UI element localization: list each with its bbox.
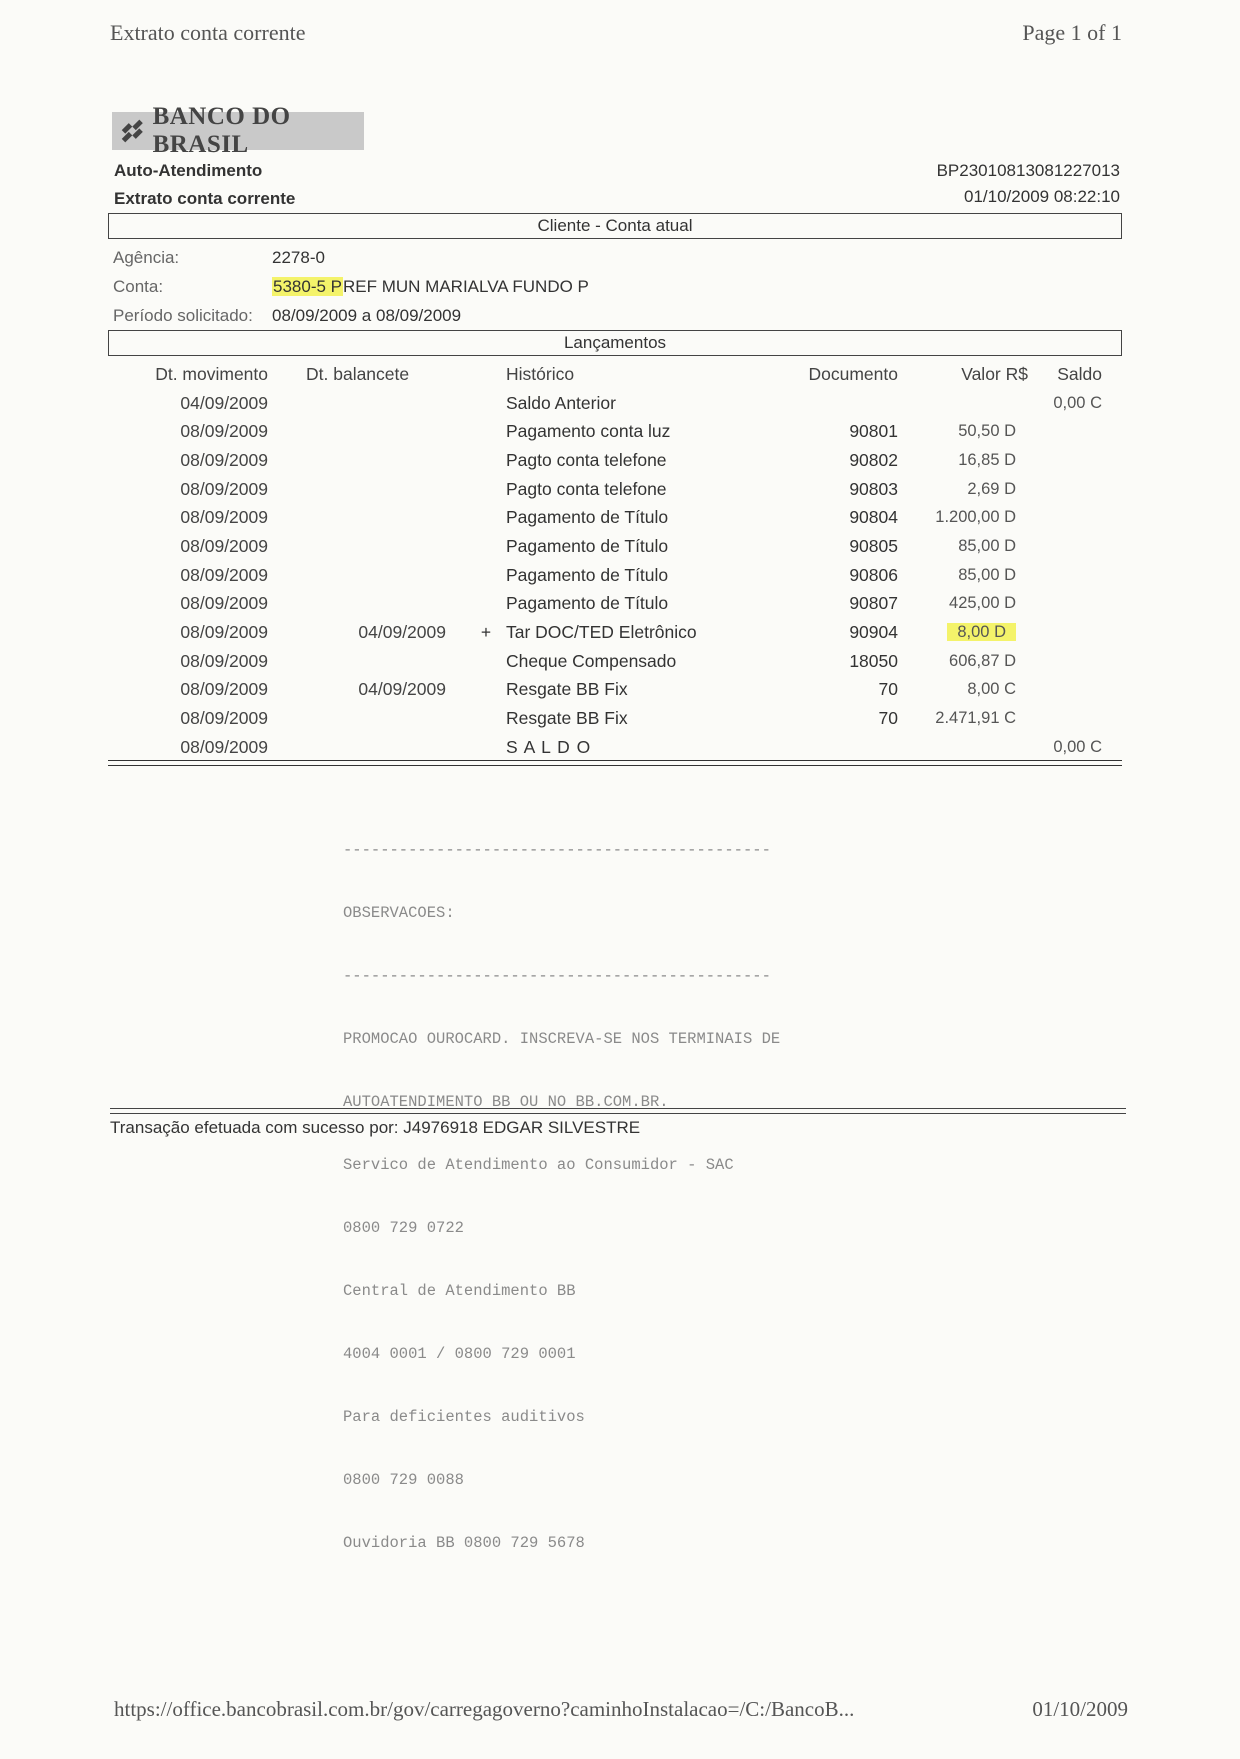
protocol-number: BP23010813081227013: [936, 161, 1120, 180]
transaction-confirmation: Transação efetuada com sucesso por: J4976918 EDGAR SILVESTRE: [110, 1118, 641, 1137]
table-row: [108, 561, 1122, 590]
cell-dt-balancete: [268, 676, 466, 705]
col-mark: [466, 360, 506, 389]
col-dt-movimento: Dt. movimento: [155, 363, 268, 384]
cell-dt-movimento: [108, 704, 268, 733]
col-documento: Documento: [808, 363, 898, 384]
cell-historico-text: Pagamento conta luz: [506, 421, 671, 442]
cell-mark-text: +: [480, 622, 492, 643]
cell-historico: [506, 733, 766, 762]
cell-valor-text: 8,00 C: [967, 680, 1016, 699]
cell-documento: [766, 532, 898, 561]
table-row: [108, 389, 1122, 418]
cell-historico: [506, 704, 766, 733]
cell-valor: [898, 389, 1028, 418]
cell-documento-text: 90804: [849, 507, 898, 528]
cell-valor-text: 85,00 D: [958, 536, 1016, 555]
cell-dt-movimento: [108, 561, 268, 590]
cell-valor-text: 425,00 D: [949, 594, 1016, 613]
cell-documento-text: 70: [878, 708, 898, 729]
observacoes-line: 0800 729 0722: [343, 1219, 464, 1237]
cell-dt-balancete: [268, 647, 466, 676]
cell-dt-movimento-text: 08/09/2009: [180, 593, 268, 614]
cell-valor-text: 606,87 D: [949, 651, 1016, 670]
cell-valor: [898, 503, 1028, 532]
cell-historico: [506, 446, 766, 475]
observacoes-line: PROMOCAO OUROCARD. INSCREVA-SE NOS TERMINAIS DE: [343, 1030, 781, 1048]
service-name: Auto-Atendimento: [114, 161, 263, 180]
cell-valor-text: 8,00 D: [947, 623, 1016, 641]
cell-valor: [898, 647, 1028, 676]
cell-dt-movimento-text: 08/09/2009: [180, 708, 268, 729]
cell-dt-balancete: [268, 561, 466, 590]
cell-historico-text: Tar DOC/TED Eletrônico: [506, 622, 697, 643]
cell-documento-text: 90806: [849, 564, 898, 585]
cell-historico-text: Pagto conta telefone: [506, 478, 667, 499]
cell-historico: [506, 590, 766, 619]
cell-historico-text: Pagamento de Título: [506, 564, 669, 585]
cell-dt-movimento: [108, 647, 268, 676]
cell-saldo: [1028, 417, 1122, 446]
cell-documento-text: 90801: [849, 421, 898, 442]
cell-documento: [766, 618, 898, 647]
cell-dt-balancete: [268, 618, 466, 647]
observacoes-label: OBSERVACOES:: [343, 904, 455, 922]
cell-historico-text: Pagamento de Título: [506, 507, 669, 528]
col-saldo: Saldo: [1057, 363, 1102, 384]
cell-mark: [466, 417, 506, 446]
conta-holder-name: REF MUN MARIALVA FUNDO P: [343, 277, 589, 296]
cell-valor: [898, 618, 1028, 647]
cell-saldo: [1028, 561, 1122, 590]
col-valor: Valor R$: [961, 363, 1028, 384]
document-type: Extrato conta corrente: [114, 189, 296, 208]
cell-saldo: [1028, 503, 1122, 532]
banco-do-brasil-logo-icon: [120, 118, 145, 144]
cell-documento: [766, 503, 898, 532]
cell-valor-text: 2.471,91 C: [935, 709, 1016, 728]
cell-documento: [766, 704, 898, 733]
cell-mark: [466, 389, 506, 418]
cell-historico: [506, 676, 766, 705]
cell-dt-movimento: [108, 446, 268, 475]
cell-dt-balancete: [268, 532, 466, 561]
periodo-value: 08/09/2009 a 08/09/2009: [272, 306, 462, 325]
cell-documento-text: 90803: [849, 478, 898, 499]
cell-dt-movimento-text: 08/09/2009: [180, 679, 268, 700]
cell-mark: [466, 733, 506, 762]
cell-documento: [766, 647, 898, 676]
cell-historico: [506, 618, 766, 647]
cell-dt-movimento: [108, 475, 268, 504]
observacoes-dashes-bottom: ----------------------------------------------: [343, 967, 771, 985]
cell-dt-movimento: [108, 417, 268, 446]
observacoes-line: Ouvidoria BB 0800 729 5678: [343, 1534, 585, 1552]
cell-historico: [506, 561, 766, 590]
print-header-title: Extrato conta corrente: [110, 20, 306, 45]
cell-saldo: [1028, 733, 1122, 762]
observacoes-line: Central de Atendimento BB: [343, 1282, 576, 1300]
cell-historico: [506, 389, 766, 418]
cell-documento: [766, 590, 898, 619]
client-section-title: Cliente - Conta atual: [108, 213, 1122, 239]
cell-mark: [466, 590, 506, 619]
table-row: [108, 475, 1122, 504]
cell-mark: [466, 446, 506, 475]
cell-valor: [898, 590, 1028, 619]
print-footer-url: https://office.bancobrasil.com.br/gov/carregagoverno?caminhoInstalacao=/C:/BancoB...: [114, 1697, 855, 1721]
cell-saldo: [1028, 389, 1122, 418]
cell-valor-text: 1.200,00 D: [935, 508, 1016, 527]
cell-valor-text: 2,69 D: [967, 479, 1016, 498]
bank-logo: [112, 103, 364, 158]
table-row: [108, 532, 1122, 561]
cell-saldo: [1028, 647, 1122, 676]
cell-documento: [766, 446, 898, 475]
periodo-label: Período solicitado:: [113, 306, 253, 325]
issue-datetime: 01/10/2009 08:22:10: [964, 187, 1120, 206]
cell-dt-movimento: [108, 389, 268, 418]
cell-mark: [466, 676, 506, 705]
agencia-label: Agência:: [113, 248, 180, 267]
cell-dt-balancete: [268, 590, 466, 619]
cell-mark: [466, 704, 506, 733]
table-row: [108, 704, 1122, 733]
observacoes-line: 4004 0001 / 0800 729 0001: [343, 1345, 576, 1363]
print-header-page-number: Page 1 of 1: [1022, 20, 1122, 45]
cell-historico-text: Pagamento de Título: [506, 593, 669, 614]
observacoes-line: 0800 729 0088: [343, 1471, 464, 1489]
table-row: [108, 733, 1122, 762]
footer-rule: [110, 1108, 1126, 1114]
table-row: [108, 590, 1122, 619]
cell-documento-text: 90807: [849, 593, 898, 614]
cell-historico: [506, 532, 766, 561]
cell-saldo: [1028, 590, 1122, 619]
cell-valor: [898, 417, 1028, 446]
cell-dt-movimento: [108, 676, 268, 705]
conta-value: [272, 277, 589, 297]
col-historico: Histórico: [506, 363, 575, 384]
cell-dt-movimento-text: 08/09/2009: [180, 650, 268, 671]
agencia-value: 2278-0: [272, 248, 325, 267]
cell-historico-text: Pagamento de Título: [506, 535, 669, 556]
cell-dt-movimento-text: 08/09/2009: [180, 622, 268, 643]
table-row: [108, 647, 1122, 676]
observacoes-line: Servico de Atendimento ao Consumidor - SAC: [343, 1156, 734, 1174]
cell-documento: [766, 389, 898, 418]
cell-dt-movimento-text: 08/09/2009: [180, 449, 268, 470]
cell-valor-text: 85,00 D: [958, 565, 1016, 584]
cell-dt-balancete: [268, 503, 466, 532]
cell-mark: [466, 475, 506, 504]
cell-valor: [898, 733, 1028, 762]
cell-dt-movimento: [108, 618, 268, 647]
cell-documento: [766, 475, 898, 504]
cell-dt-balancete: [268, 733, 466, 762]
cell-valor-text: 16,85 D: [958, 450, 1016, 469]
cell-historico-text: Cheque Compensado: [506, 650, 677, 671]
cell-documento-text: 90802: [849, 449, 898, 470]
cell-valor: [898, 561, 1028, 590]
table-row: [108, 417, 1122, 446]
cell-dt-movimento: [108, 532, 268, 561]
cell-saldo: [1028, 532, 1122, 561]
observacoes-line: AUTOATENDIMENTO BB OU NO BB.COM.BR.: [343, 1093, 669, 1111]
conta-number-highlight: 5380-5 P: [273, 277, 342, 296]
cell-dt-movimento-text: 08/09/2009: [180, 478, 268, 499]
cell-historico: [506, 417, 766, 446]
cell-saldo: [1028, 704, 1122, 733]
cell-documento-text: 70: [878, 679, 898, 700]
table-row: [108, 503, 1122, 532]
cell-dt-movimento: [108, 503, 268, 532]
cell-saldo-text: 0,00 C: [1053, 737, 1102, 756]
cell-dt-balancete-text: 04/09/2009: [358, 679, 446, 700]
cell-historico: [506, 647, 766, 676]
observacoes-dashes-top: ----------------------------------------------: [343, 841, 771, 859]
cell-dt-balancete: [268, 446, 466, 475]
cell-dt-movimento-text: 08/09/2009: [180, 736, 268, 757]
cell-dt-balancete: [268, 704, 466, 733]
cell-dt-movimento-text: 08/09/2009: [180, 535, 268, 556]
cell-dt-movimento-text: 08/09/2009: [180, 507, 268, 528]
cell-mark: [466, 618, 506, 647]
cell-historico-text: S A L D O: [506, 736, 592, 757]
table-row: [108, 676, 1122, 705]
lancamentos-section-title: Lançamentos: [108, 330, 1122, 356]
cell-saldo: [1028, 676, 1122, 705]
observacoes-line: Para deficientes auditivos: [343, 1408, 585, 1426]
table-row: [108, 618, 1122, 647]
cell-valor: [898, 532, 1028, 561]
cell-valor: [898, 446, 1028, 475]
bank-logo-text: BANCO DO BRASIL: [152, 103, 291, 158]
print-footer-date: 01/10/2009: [1032, 1697, 1128, 1721]
cell-saldo-text: 0,00 C: [1053, 393, 1102, 412]
cell-saldo: [1028, 446, 1122, 475]
cell-documento-text: 90805: [849, 535, 898, 556]
cell-documento: [766, 417, 898, 446]
cell-mark: [466, 561, 506, 590]
cell-dt-movimento-text: 08/09/2009: [180, 564, 268, 585]
cell-documento: [766, 561, 898, 590]
cell-saldo: [1028, 475, 1122, 504]
cell-documento: [766, 733, 898, 762]
cell-valor: [898, 704, 1028, 733]
cell-dt-movimento-text: 04/09/2009: [180, 392, 268, 413]
cell-historico-text: Resgate BB Fix: [506, 679, 628, 700]
transactions-table: [108, 360, 1122, 762]
observacoes-block: [343, 798, 780, 1575]
cell-historico-text: Resgate BB Fix: [506, 708, 628, 729]
cell-documento-text: 90904: [849, 622, 898, 643]
cell-historico: [506, 475, 766, 504]
conta-label: Conta:: [113, 277, 164, 296]
cell-historico-text: Pagto conta telefone: [506, 449, 667, 470]
cell-dt-movimento: [108, 590, 268, 619]
cell-dt-balancete: [268, 417, 466, 446]
table-row: [108, 446, 1122, 475]
cell-documento-text: 18050: [849, 650, 898, 671]
cell-dt-balancete: [268, 389, 466, 418]
cell-dt-movimento: [108, 733, 268, 762]
cell-dt-balancete-text: 04/09/2009: [358, 622, 446, 643]
cell-valor: [898, 676, 1028, 705]
cell-mark: [466, 647, 506, 676]
cell-documento: [766, 676, 898, 705]
table-header-row: [108, 360, 1122, 389]
cell-valor: [898, 475, 1028, 504]
col-dt-balancete: Dt. balancete: [306, 363, 410, 384]
cell-valor-text: 50,50 D: [958, 422, 1016, 441]
table-bottom-rule: [108, 760, 1122, 766]
cell-dt-balancete: [268, 475, 466, 504]
cell-dt-movimento-text: 08/09/2009: [180, 421, 268, 442]
cell-mark: [466, 532, 506, 561]
cell-historico: [506, 503, 766, 532]
cell-historico-text: Saldo Anterior: [506, 392, 616, 413]
cell-saldo: [1028, 618, 1122, 647]
cell-mark: [466, 503, 506, 532]
